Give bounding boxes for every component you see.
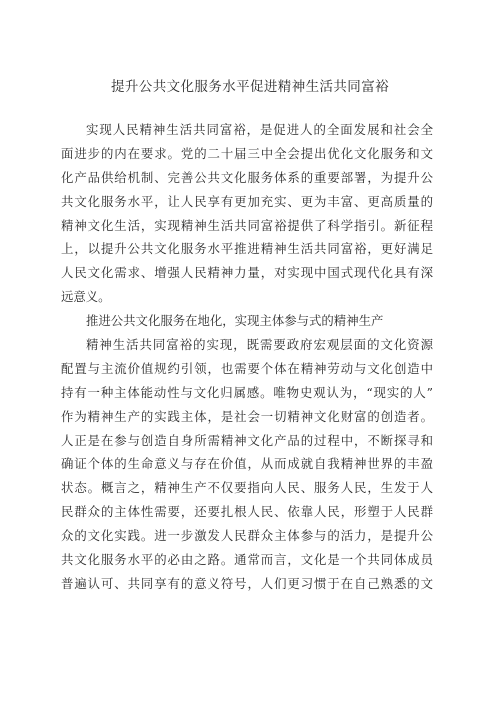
paragraph-line: 作为精神生产的实践主体，是社会一切精神文化财富的创造者。 [61,408,433,424]
paragraph-line: 众的文化实践。进一步激发人民群众主体参与的活力，是提升公 [61,528,433,544]
paragraph-line: 配置与主流价值规约引领，也需要个体在精神劳动与文化创造中 [61,360,433,376]
paragraph-line: 上，以提升公共文化服务水平推进精神生活共同富裕，更好满足 [61,241,433,257]
paragraph-line: 精神生活共同富裕的实现，既需要政府宏观层面的文化资源 [86,337,433,353]
paragraph-line: 面进步的内在要求。党的二十届三中全会提出优化文化服务和文 [61,145,433,161]
paragraph-line: 化产品供给机制、完善公共文化服务体系的重要部署，为提升公 [61,169,433,185]
paragraph-line: 人正是在参与创造自身所需精神文化产品的过程中，不断探寻和 [61,432,433,448]
paragraph-line: 实现人民精神生活共同富裕，是促进人的全面发展和社会全 [86,122,433,137]
document-title: 提升公共文化服务水平促进精神生活共同富裕 [111,79,389,95]
document-body [61,118,433,596]
paragraph-line: 共文化服务水平，让人民享有更加充实、更为丰富、更高质量的 [61,193,433,209]
paragraph-line: 状态。概言之，精神生产不仅要指向人民、服务人民，生发于人 [61,480,433,496]
section-heading: 推进公共文化服务在地化，实现主体参与式的精神生产 [86,313,384,329]
paragraph-line: 持有一种主体能动性与文化归属感。唯物史观认为，“现实的人” [61,384,433,400]
paragraph-line: 远意义。 [61,289,111,305]
paragraph-line: 共文化服务水平的必由之路。通常而言，文化是一个共同体成员 [61,552,433,568]
paragraph-line: 普遍认可、共同享有的意义符号，人们更习惯于在自己熟悉的文 [61,575,433,591]
paragraph-line: 人民文化需求、增强人民精神力量，对实现中国式现代化具有深 [61,265,433,281]
paragraph-line: 民群众的主体性需要，还要扎根人民、依靠人民，形塑于人民群 [61,504,433,520]
paragraph-line: 确证个体的生命意义与存在价值，从而成就自我精神世界的丰盈 [61,456,433,472]
paragraph-line: 精神文化生活，实现精神生活共同富裕提供了科学指引。新征程 [61,217,433,233]
